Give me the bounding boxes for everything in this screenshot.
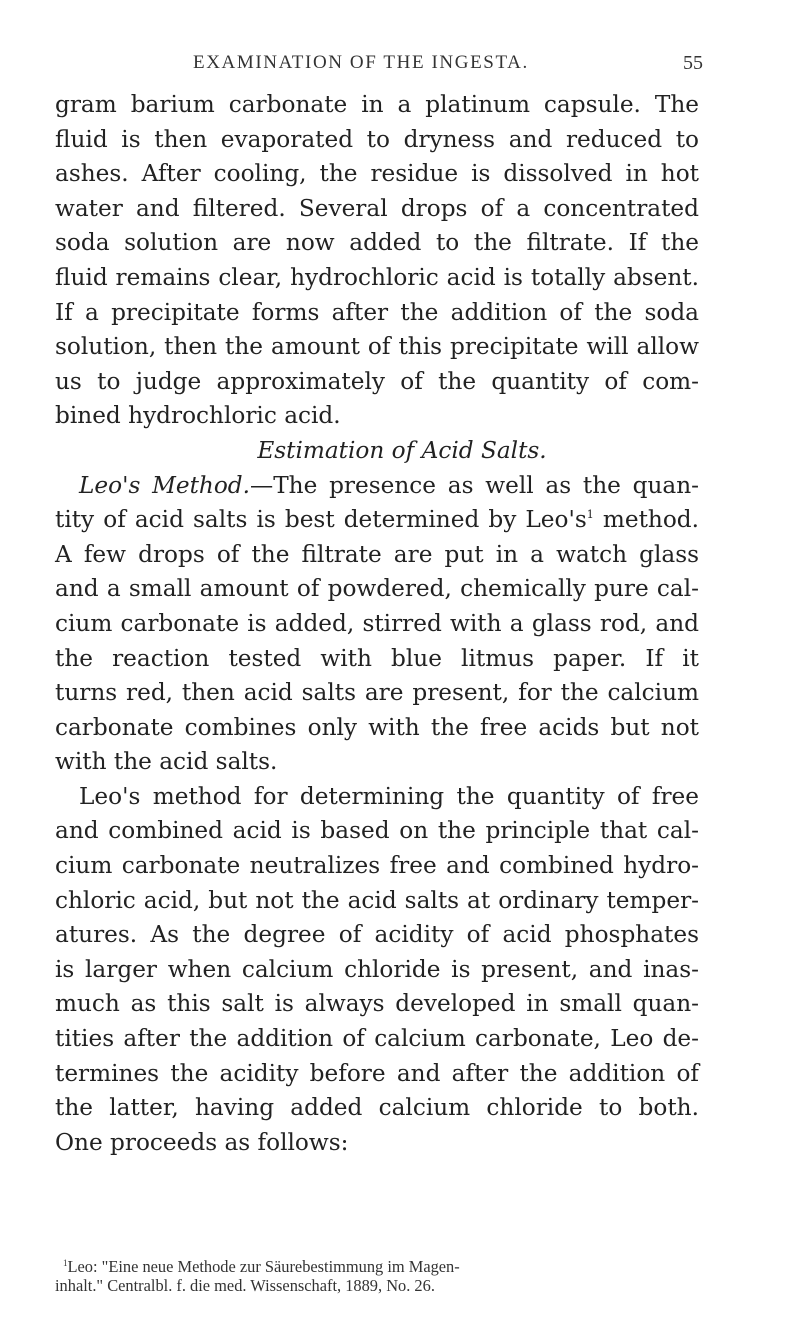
text-line	[55, 503, 699, 538]
text-line: fluid is then evaporated to dryness and reduced to	[55, 125, 699, 153]
text-line: If a precipitate forms after the addition of the soda	[55, 298, 699, 326]
text-line: much as this salt is always developed in small quan-	[55, 990, 699, 1018]
footnote-text: Leo: "Eine neue Methode zur Säurebestimmung im Magen-	[67, 1257, 460, 1276]
text-line: and combined acid is based on the principle that cal-	[55, 817, 699, 845]
text-line: the latter, having added calcium chloride to both.	[55, 1094, 699, 1122]
footnote-reference[interactable]: 1	[586, 508, 594, 522]
text-line: atures. As the degree of acidity of acid phosphates	[55, 921, 699, 949]
text-line: carbonate combines only with the free acids but not	[55, 713, 699, 741]
section-heading: Estimation of Acid Salts.	[257, 436, 547, 464]
text-line: and a small amount of powdered, chemically pure cal-	[55, 575, 699, 603]
text-line: the reaction tested with blue litmus paper. If it	[55, 644, 699, 672]
body-text	[55, 88, 699, 1160]
text-line: Leo's method for determining the quantity of free	[79, 782, 699, 810]
page-number: 55	[683, 52, 703, 74]
text-run: method.	[593, 506, 699, 534]
text-line: water and filtered. Several drops of a concentrated	[55, 194, 699, 222]
footnote-line	[55, 1257, 699, 1276]
text-line: is larger when calcium chloride is present, and inas-	[55, 955, 699, 983]
running-head	[0, 52, 801, 82]
footnote	[55, 1257, 699, 1295]
text-line: gram barium carbonate in a platinum capsule. The	[55, 91, 699, 118]
text-line: with the acid salts.	[55, 748, 278, 776]
footnote-marker: 1	[63, 1258, 68, 1268]
running-title: EXAMINATION OF THE INGESTA.	[193, 52, 529, 73]
text-line: chloric acid, but not the acid salts at ordinary temper-	[55, 886, 699, 914]
text-line: One proceeds as follows:	[55, 1128, 349, 1156]
text-line: bined hydrochloric acid.	[55, 402, 341, 430]
text-line: turns red, then acid salts are present, for the calcium	[55, 679, 699, 707]
text-run: tity of acid salts is best determined by Leo's	[55, 506, 587, 534]
text-line: us to judge approximately of the quantity of com-	[55, 367, 699, 395]
text-line: ashes. After cooling, the residue is dissolved in hot	[55, 160, 699, 188]
method-title: Leo's Method.	[79, 471, 251, 499]
footnote-line: inhalt." Centralbl. f. die med. Wissenschaft, 1889, No. 26.	[55, 1276, 435, 1295]
text-run: —The presence as well as the quan-	[250, 471, 699, 499]
text-line: fluid remains clear, hydrochloric acid is totally absent.	[55, 263, 699, 291]
text-line: cium carbonate is added, stirred with a glass rod, and	[55, 609, 699, 637]
text-line: A few drops of the filtrate are put in a watch glass	[55, 540, 699, 568]
text-line: cium carbonate neutralizes free and combined hydro-	[55, 852, 699, 880]
text-line: tities after the addition of calcium carbonate, Leo de-	[55, 1025, 699, 1053]
text-line	[55, 469, 699, 504]
text-line: solution, then the amount of this precipitate will allow	[55, 333, 699, 361]
text-line: termines the acidity before and after the addition of	[55, 1059, 699, 1087]
text-line: soda solution are now added to the filtrate. If the	[55, 229, 699, 257]
